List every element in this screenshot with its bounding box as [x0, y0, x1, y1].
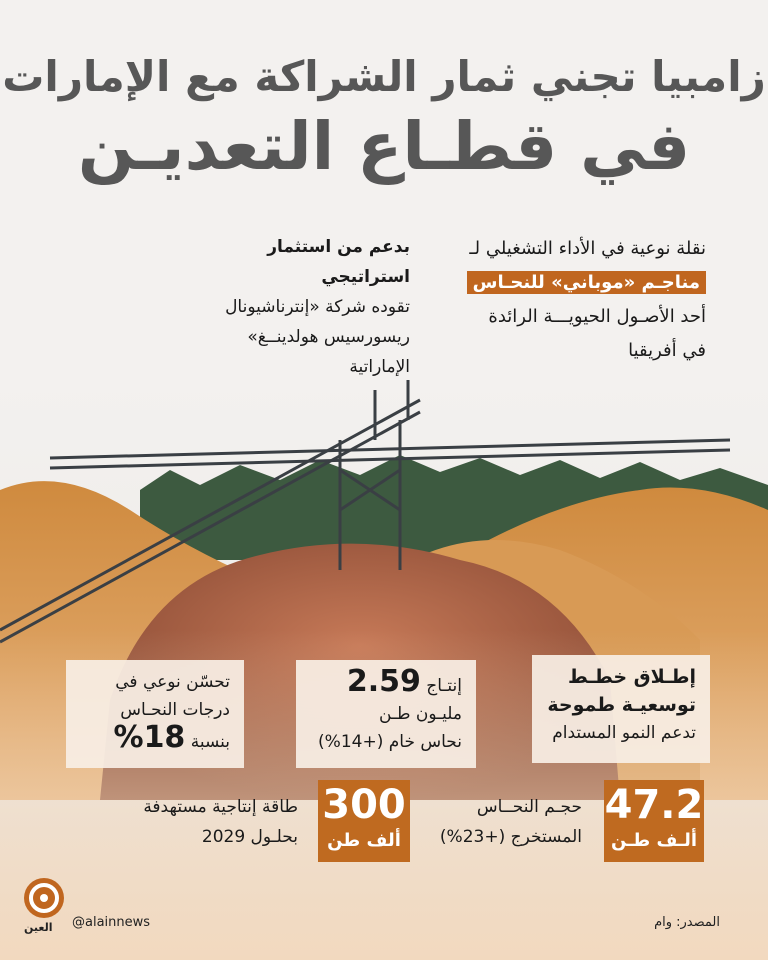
production-line-1: [310, 664, 462, 700]
volume-box: [604, 780, 704, 862]
mopani-highlight: مناجـم «موباني» للنحـاس: [467, 271, 706, 294]
capacity-number: 300: [322, 782, 406, 828]
volume-text-line-1: حجـم النحــاس: [476, 797, 582, 817]
expansion-card: [532, 655, 710, 763]
intro-left-heading: بدعم من استثمار استراتيجي: [267, 237, 410, 287]
expansion-line-3: تدعم النمو المستدام: [552, 723, 696, 743]
production-label: إنتـاج: [426, 676, 462, 696]
production-value: 2.59: [346, 664, 421, 699]
grades-card: [66, 660, 244, 768]
alain-logo-icon: [22, 876, 66, 920]
intro-right-line-1: نقلة نوعية في الأداء التشغيلي لـ: [469, 238, 706, 259]
production-card: [296, 660, 476, 768]
grades-value: 18%: [113, 720, 186, 755]
intro-right-line-3: أحد الأصـول الحيويـــة الرائدة: [488, 306, 706, 327]
expansion-line-2: توسعيـة طموحة: [547, 694, 696, 716]
capacity-text-line-1: طاقة إنتاجية مستهدفة: [143, 797, 298, 817]
title-line-2: في قطـاع التعديـن: [77, 108, 691, 185]
intro-right: [406, 232, 706, 368]
volume-text-line-2: المستخرج (+23%): [439, 827, 582, 847]
source-credit: المصدر: وام: [654, 915, 720, 930]
title-line-1: زامبيا تجني ثمار الشراكة مع الإمارات: [2, 52, 766, 101]
intro-left-line-2: تقوده شركة «إنترناشيونال: [225, 297, 410, 317]
production-line-3: نحاس خام (+14%): [318, 732, 462, 752]
expansion-line-1: إطـلاق خطـط: [568, 666, 696, 688]
capacity-text-line-2: بحلـول 2029: [201, 827, 298, 847]
volume-unit: ألـف طـن: [610, 830, 698, 851]
volume-text: [412, 792, 582, 852]
capacity-box: [318, 780, 410, 862]
intro-right-line-4: في أفريقيا: [628, 340, 706, 361]
volume-number: 47.2: [604, 782, 704, 828]
grades-prefix: بنسبة: [190, 732, 230, 752]
production-line-2: مليـون طـن: [379, 704, 462, 724]
grades-line-3: [80, 720, 230, 756]
intro-left-line-3: ريسورسيس هولدينــغ»: [247, 327, 410, 347]
grades-line-1: تحسّن نوعي في: [115, 672, 230, 692]
capacity-unit: ألف طن: [327, 830, 401, 851]
capacity-text: [78, 792, 298, 852]
grades-line-2: درجات النحـاس: [120, 700, 230, 720]
logo-text: العين: [24, 921, 53, 934]
social-handle: @alainnews: [72, 915, 151, 930]
intro-left-line-4: الإماراتية: [349, 357, 410, 377]
